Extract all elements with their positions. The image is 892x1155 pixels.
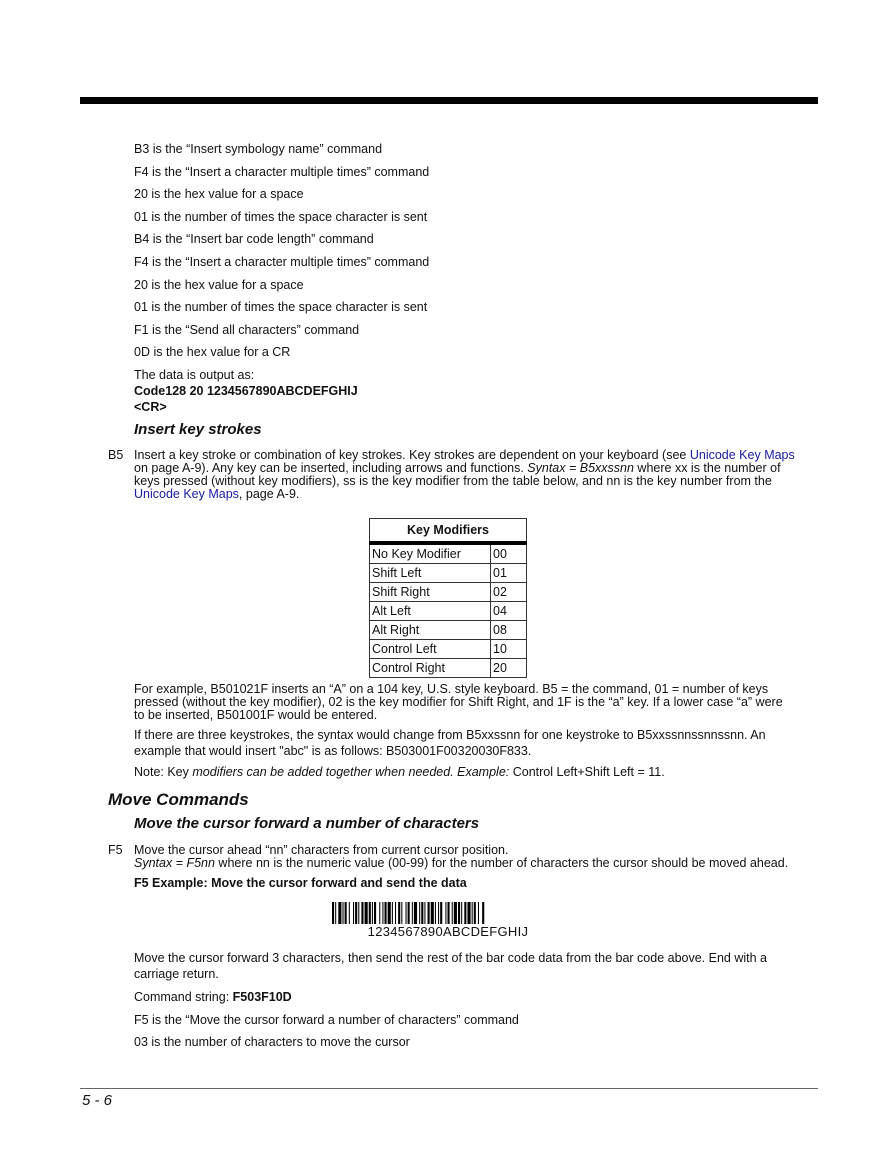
list-item: 01 is the number of times the space character is sent <box>134 300 428 314</box>
barcode-bar <box>452 902 453 924</box>
modifier-name: Shift Right <box>370 583 491 602</box>
barcode-caption: 1234567890ABCDEFGHIJ <box>367 924 529 939</box>
modifier-name: Alt Right <box>370 621 491 640</box>
barcode-bar <box>431 902 434 924</box>
list-item: B4 is the “Insert bar code length” command <box>134 232 374 246</box>
f5-description: F5 is the “Move the cursor forward a number of characters” command <box>134 1013 519 1027</box>
barcode-bar <box>398 902 400 924</box>
example-line-1: For example, B501021F inserts an “A” on a 104 key, U.S. style keyboard. B5 = the command, 01 = number of keys <box>134 682 769 696</box>
list-item: 20 is the hex value for a space <box>134 278 304 292</box>
list-item: B3 is the “Insert symbology name” command <box>134 142 383 156</box>
text: , page A-9. <box>238 487 300 501</box>
note <box>134 765 818 780</box>
list-item: 01 is the number of times the space character is sent <box>134 210 428 224</box>
list-item: F4 is the “Insert a character multiple times” command <box>134 165 430 179</box>
modifier-name: Control Left <box>370 640 491 659</box>
barcode-bar <box>382 902 383 924</box>
barcode-bar <box>421 902 423 924</box>
unicode-key-maps-link-2[interactable]: Unicode Key Maps <box>134 487 239 501</box>
insert-key-line-4 <box>134 487 818 502</box>
move-desc-line-1: Move the cursor forward 3 characters, then send the rest of the bar code data from the bar code above. End with a <box>134 951 767 965</box>
barcode-bar <box>412 902 413 924</box>
barcode-bar <box>454 902 457 924</box>
barcode-bar <box>343 902 344 924</box>
barcode-image <box>332 902 564 924</box>
text: Command string: <box>134 990 233 1004</box>
barcode-bar <box>428 902 430 924</box>
example-line-5: example that would insert "abc" is as follows: B503001F00320030F833. <box>134 744 532 758</box>
barcode-bar <box>332 902 334 924</box>
barcode-bar <box>482 902 484 924</box>
command-code-f5: F5 <box>108 843 123 857</box>
text: Control Left+Shift Left = 11. <box>509 765 665 779</box>
move-line-1: Move the cursor ahead “nn” characters from current cursor position. <box>134 843 509 857</box>
modifier-code: 20 <box>491 659 527 678</box>
text: modifiers can be added together when needed. Example: <box>192 765 510 779</box>
barcode-bar <box>445 902 446 924</box>
example-line-2: pressed (without the key modifier), 02 is the key modifier for Shift Right, and 1F is the “a” key. If a lower case “a” were <box>134 695 783 709</box>
text: Note: Key <box>134 765 193 779</box>
output-intro: The data is output as: <box>134 368 255 382</box>
insert-key-line-3: keys pressed (without key modifiers), ss is the key modifier from the table below, and nn is the key number from the <box>134 474 772 488</box>
output-line-2: <CR> <box>134 400 167 414</box>
output-line-1: Code128 20 1234567890ABCDEFGHIJ <box>134 384 358 398</box>
barcode-bar <box>467 902 470 924</box>
modifier-name: Control Right <box>370 659 491 678</box>
modifier-name: Shift Left <box>370 564 491 583</box>
text: where nn is the numeric value (00-99) for the number of characters the cursor should be moved ahead. <box>214 856 789 870</box>
barcode-bar <box>358 902 359 924</box>
text: Insert a key stroke or combination of key strokes. Key strokes are dependent on your keyboard (see <box>134 448 690 462</box>
barcode-bar <box>401 902 402 924</box>
table-row <box>370 564 527 583</box>
modifier-name: Alt Left <box>370 602 491 621</box>
modifier-code: 08 <box>491 621 527 640</box>
barcode-bar <box>392 902 393 924</box>
barcode-bar <box>353 902 354 924</box>
barcode-bar <box>464 902 466 924</box>
command-code-b5: B5 <box>108 448 124 462</box>
insert-key-strokes-heading: Insert key strokes <box>134 421 262 438</box>
count-description: 03 is the number of characters to move the cursor <box>134 1035 410 1049</box>
modifier-name: No Key Modifier <box>370 543 491 564</box>
barcode-bar <box>458 902 460 924</box>
move-cursor-heading: Move the cursor forward a number of characters <box>134 815 480 832</box>
barcode-bar <box>365 902 368 924</box>
table-row <box>370 543 527 564</box>
modifier-code: 01 <box>491 564 527 583</box>
modifier-code: 10 <box>491 640 527 659</box>
barcode-bar <box>369 902 371 924</box>
table-row <box>370 602 527 621</box>
table-row <box>370 659 527 678</box>
barcode-bar <box>424 902 425 924</box>
example-line-3: to be inserted, B501001F would be entered. <box>134 708 378 722</box>
barcode-bar <box>385 902 387 924</box>
key-modifiers-table <box>369 518 527 678</box>
command-value: F503F10D <box>232 990 292 1004</box>
barcode-bar <box>335 902 336 924</box>
list-item: F1 is the “Send all characters” command <box>134 323 360 337</box>
list-item: F4 is the “Insert a character multiple times” command <box>134 255 430 269</box>
barcode-bar <box>345 902 347 924</box>
list-item: 20 is the hex value for a space <box>134 187 304 201</box>
syntax-f5: Syntax = F5nn <box>134 856 215 870</box>
move-commands-heading: Move Commands <box>108 790 249 809</box>
barcode-bar <box>438 902 439 924</box>
barcode-bar <box>374 902 376 924</box>
text: where xx is the number of <box>633 461 781 475</box>
barcode-bar <box>372 902 373 924</box>
barcode-bar <box>478 902 479 924</box>
table-row <box>370 640 527 659</box>
barcode-bar <box>440 902 442 924</box>
syntax-b5: Syntax = B5xxssnn <box>527 461 634 475</box>
barcode-bar <box>461 902 462 924</box>
barcode-bar <box>349 902 350 924</box>
barcode-bar <box>472 902 473 924</box>
page-number: 5 - 6 <box>82 1092 113 1109</box>
text: on page A-9). Any key can be inserted, including arrows and functions. <box>134 461 528 475</box>
barcode-bar <box>395 902 396 924</box>
barcode-bar <box>408 902 410 924</box>
command-string <box>134 990 818 1005</box>
barcode-bar <box>419 902 420 924</box>
barcode-bar <box>388 902 391 924</box>
move-desc-line-2: carriage return. <box>134 967 219 981</box>
modifier-code: 00 <box>491 543 527 564</box>
list-item: 0D is the hex value for a CR <box>134 345 291 359</box>
table-row <box>370 583 527 602</box>
barcode-bar <box>474 902 476 924</box>
barcode-bar <box>361 902 363 924</box>
barcode-bar <box>435 902 436 924</box>
f5-example-title: F5 Example: Move the cursor forward and send the data <box>134 876 467 890</box>
barcode-bar <box>406 902 407 924</box>
footer-rule <box>80 1088 818 1089</box>
modifier-code: 02 <box>491 583 527 602</box>
barcode-bar <box>448 902 450 924</box>
barcode-bar <box>338 902 341 924</box>
table-row <box>370 621 527 640</box>
unicode-key-maps-link[interactable]: Unicode Key Maps <box>689 448 795 462</box>
barcode-bar <box>379 902 380 924</box>
example-line-4: If there are three keystrokes, the syntax would change from B5xxssnn for one keystroke to B5xxssnnssnnssnn. An <box>134 728 766 742</box>
move-line-2 <box>134 856 818 871</box>
table-header: Key Modifiers <box>370 519 527 544</box>
header-rule <box>80 97 818 104</box>
barcode-bar <box>414 902 417 924</box>
modifier-code: 04 <box>491 602 527 621</box>
barcode-bar <box>355 902 357 924</box>
